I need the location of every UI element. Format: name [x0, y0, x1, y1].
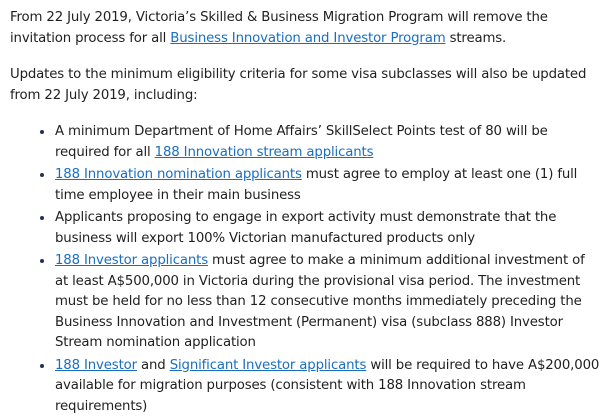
investor-applicants-link[interactable]: 188 Investor applicants — [55, 253, 208, 268]
list-item — [0, 122, 600, 163]
innovation-nomination-applicants-link[interactable]: 188 Innovation nomination applicants — [55, 167, 302, 182]
list-item — [0, 356, 600, 418]
bullet-icon — [40, 216, 44, 220]
list-item — [0, 165, 600, 206]
list-item-text: A minimum Department of Home Affairs’ SkillSelect Points test of 80 will be required for all — [55, 124, 548, 160]
list-item-text: must agree to employ at least one (1) full time employee in their main business — [55, 167, 578, 203]
innovation-stream-applicants-link[interactable]: 188 Innovation stream applicants — [154, 144, 374, 160]
list-item-text: must agree to make a minimum additional investment of at least A$500,000 in Victoria during the provisional visa period. The investment must be held for no less than 12 consecutive months immediately preceding the Business Innovation and Investment (Permanent) visa (subclass 888) Investor Stream nomination application — [55, 253, 585, 350]
bullet-icon — [40, 130, 44, 134]
list-item — [0, 251, 600, 354]
list-item — [0, 208, 600, 249]
updates-paragraph: Updates to the minimum eligibility criteria for some visa subclasses will also be updated from 22 July 2019, including: — [10, 67, 587, 103]
investor-188-link[interactable]: 188 Investor — [55, 357, 137, 373]
list-item-text: and — [136, 357, 170, 373]
bullet-icon — [40, 364, 44, 368]
intro-text-after: streams. — [445, 30, 507, 46]
significant-investor-applicants-link[interactable]: Significant Investor applicants — [169, 357, 367, 373]
intro-text-before: From 22 July 2019, Victoria’s Skilled & Business Migration Program will remove the invitation process for all — [10, 10, 548, 46]
eligibility-list — [0, 122, 600, 419]
intro-paragraph — [10, 8, 595, 49]
business-innovation-investor-program-link[interactable]: Business Innovation and Investor Program — [170, 30, 446, 46]
bullet-icon — [40, 173, 44, 177]
list-item-text: Applicants proposing to engage in export activity must demonstrate that the business will export 100% Victorian manufactured products only — [55, 210, 557, 246]
list-item-text: will be required to have A$200,000 available for migration purposes (consistent with 188 Innovation stream requirements) — [55, 357, 600, 414]
bullet-icon — [40, 259, 44, 263]
